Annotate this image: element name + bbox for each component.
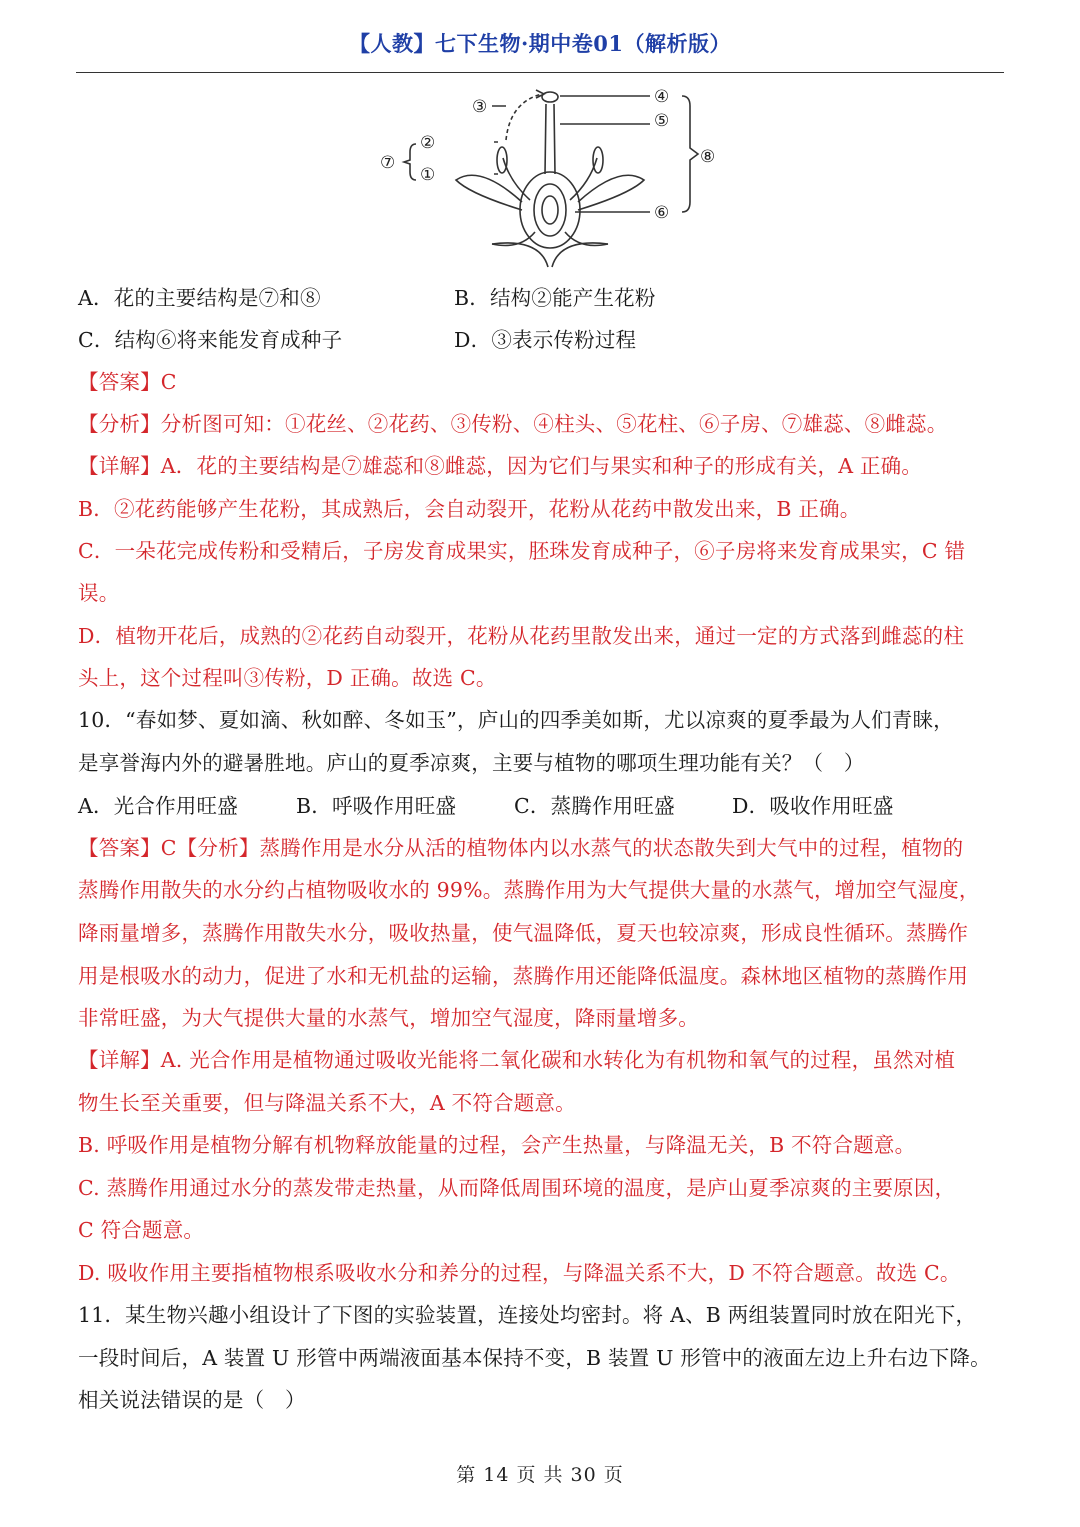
label-1: ① bbox=[420, 165, 436, 185]
q10-analysis-line: 蒸腾作用散失的水分约占植物吸收水的 99%。蒸腾作用为大气提供大量的水蒸气，增加空气湿度， bbox=[78, 878, 980, 902]
q10-option-c: C．蒸腾作用旺盛 bbox=[514, 794, 675, 818]
brace-pistil bbox=[682, 96, 698, 212]
q11-stem-line: 一段时间后，A 装置 U 形管中两端液面基本保持不变，B 装置 U 形管中的液面左边上升右边下降。 bbox=[78, 1346, 991, 1370]
q9-option-b: B．结构②能产生花粉 bbox=[454, 286, 656, 310]
label-3: ③ bbox=[472, 97, 488, 117]
anther-left bbox=[497, 147, 507, 173]
q9-detail-line: D．植物开花后，成熟的②花药自动裂开，花粉从花药里散发出来，通过一定的方式落到雌蕊的柱 bbox=[78, 624, 965, 648]
q10-analysis-line: 非常旺盛，为大气提供大量的水蒸气，增加空气湿度，降雨量增多。 bbox=[78, 1006, 699, 1030]
q9-detail-line: 误。 bbox=[78, 581, 120, 605]
header-divider bbox=[76, 72, 1004, 73]
style bbox=[545, 104, 555, 174]
label-5: ⑤ bbox=[654, 111, 670, 131]
q11-stem-line: 11．某生物兴趣小组设计了下图的实验装置，连接处均密封。将 A、B 两组装置同时放在阳光下， bbox=[78, 1303, 977, 1327]
q10-detail-line: D. 吸收作用主要指植物根系吸收水分和养分的过程，与降温关系不大，D 不符合题意。故选 C。 bbox=[78, 1261, 961, 1285]
q10-detail-line: C 符合题意。 bbox=[78, 1218, 205, 1242]
petal-right bbox=[578, 175, 644, 210]
q10-detail-line: 物生长至关重要，但与降温关系不大，A 不符合题意。 bbox=[78, 1091, 576, 1115]
q9-detail-line: 【详解】A．花的主要结构是⑦雄蕊和⑧雌蕊，因为它们与果实和种子的形成有关，A 正确。 bbox=[78, 454, 923, 478]
q9-options-row-1 bbox=[78, 284, 998, 312]
label-4: ④ bbox=[654, 87, 670, 107]
q9-option-a: A．花的主要结构是⑦和⑧ bbox=[78, 286, 321, 310]
ovule-outline bbox=[534, 184, 566, 236]
page-header-title: 【人教】七下生物·期中卷01（解析版） bbox=[348, 31, 732, 56]
q10-detail-line: B. 呼吸作用是植物分解有机物释放能量的过程，会产生热量，与降温无关，B 不符合题意。 bbox=[78, 1133, 916, 1157]
ovule-inner bbox=[542, 196, 558, 224]
q9-answer: 【答案】C bbox=[78, 370, 177, 394]
q9-detail-line: 头上，这个过程叫③传粉，D 正确。故选 C。 bbox=[78, 666, 497, 690]
label-7: ⑦ bbox=[380, 153, 396, 173]
q9-detail-line: C．一朵花完成传粉和受精后，子房发育成果实，胚珠发育成种子，⑥子房将来发育成果实，C 错 bbox=[78, 539, 966, 563]
flower-structure-diagram bbox=[370, 82, 730, 274]
page-number-footer: 第 14 页 共 30 页 bbox=[456, 1464, 624, 1486]
anther-right bbox=[593, 147, 603, 173]
q10-options-row bbox=[78, 792, 998, 820]
q9-analysis: 【分析】分析图可知：①花丝、②花药、③传粉、④柱头、⑤花柱、⑥子房、⑦雄蕊、⑧雌蕊。 bbox=[78, 412, 948, 436]
q9-options-row-2 bbox=[78, 326, 998, 354]
q9-detail-line: B．②花药能够产生花粉，其成熟后，会自动裂开，花粉从花药中散发出来，B 正确。 bbox=[78, 497, 861, 521]
q10-detail-line: C. 蒸腾作用通过水分的蒸发带走热量，从而降低周围环境的温度，是庐山夏季凉爽的主要原因， bbox=[78, 1176, 956, 1200]
brace-stamen bbox=[404, 144, 416, 180]
q10-option-b: B．呼吸作用旺盛 bbox=[296, 794, 457, 818]
pollination-arrow bbox=[506, 94, 542, 140]
q10-analysis-line: 【答案】C【分析】蒸腾作用是水分从活的植物体内以水蒸气的状态散失到大气中的过程，植物的 bbox=[78, 836, 964, 860]
label-8: ⑧ bbox=[700, 147, 716, 167]
q10-stem-line: 是享誉海内外的避暑胜地。庐山的夏季凉爽，主要与植物的哪项生理功能有关？（ ） bbox=[78, 751, 865, 775]
q10-option-a: A．光合作用旺盛 bbox=[78, 794, 238, 818]
q10-detail-line: 【详解】A. 光合作用是植物通过吸收光能将二氧化碳和水转化为有机物和氧气的过程，虽然对植 bbox=[78, 1048, 956, 1072]
q10-analysis-line: 用是根吸水的动力，促进了水和无机盐的运输，蒸腾作用还能降低温度。森林地区植物的蒸腾作用 bbox=[78, 964, 969, 988]
label-6: ⑥ bbox=[654, 203, 670, 223]
q10-option-d: D．吸收作用旺盛 bbox=[732, 794, 894, 818]
petal-left bbox=[456, 175, 522, 210]
q10-stem-line: 10．“春如梦、夏如滴、秋如醉、冬如玉”，庐山的四季美如斯，尤以凉爽的夏季最为人们青睐， bbox=[78, 708, 954, 732]
q9-option-c: C．结构⑥将来能发育成种子 bbox=[78, 328, 343, 352]
label-2: ② bbox=[420, 133, 436, 153]
q11-stem-line: 相关说法错误的是（ ） bbox=[78, 1388, 306, 1412]
flower-diagram-svg bbox=[370, 82, 730, 274]
q10-analysis-line: 降雨量增多，蒸腾作用散失水分，吸收热量，使气温降低，夏天也较凉爽，形成良性循环。蒸腾作 bbox=[78, 921, 969, 945]
q9-option-d: D．③表示传粉过程 bbox=[454, 328, 637, 352]
